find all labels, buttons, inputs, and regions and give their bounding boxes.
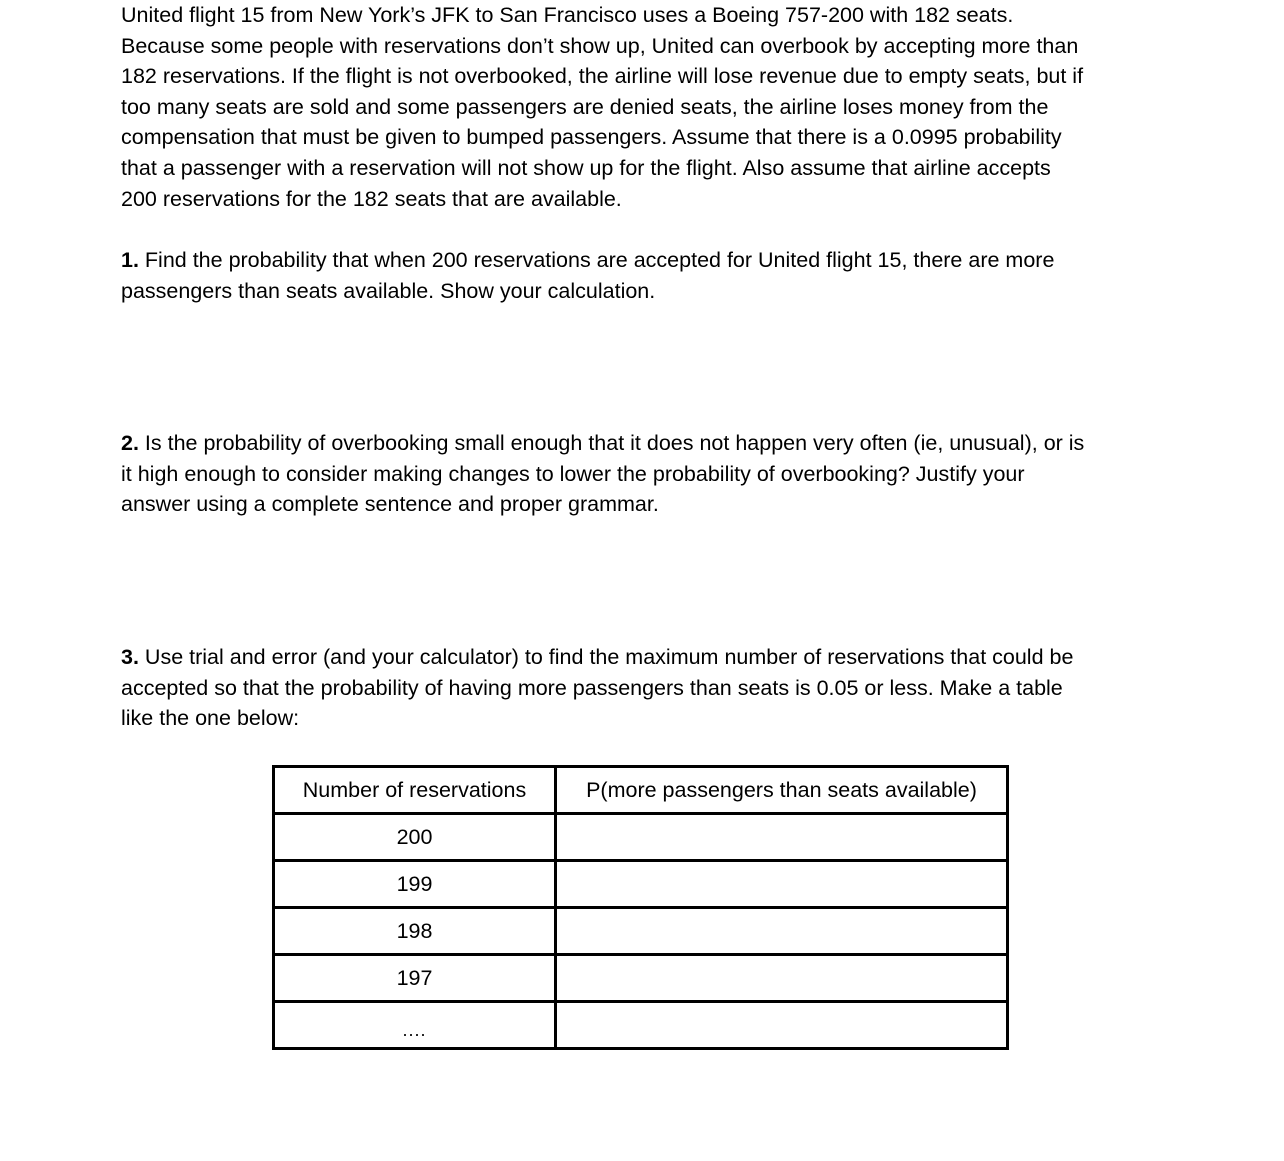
question-1 (121, 245, 1166, 306)
table-row (274, 908, 1008, 955)
question-2-line (121, 428, 1166, 459)
ellipsis: .... (402, 1019, 427, 1040)
table-row (274, 814, 1008, 861)
question-1-text: Find the probability that when 200 reservations are accepted for United flight 15, there are more (138, 248, 1055, 272)
intro-line: Because some people with reservations don’t show up, United can overbook by accepting more than (121, 33, 1079, 58)
table-row (274, 1002, 1008, 1049)
intro-line: compensation that must be given to bumped passengers. Assume that there is a 0.0995 probability (121, 125, 1062, 150)
probability-cell (556, 861, 1008, 908)
question-1-line (121, 245, 1166, 276)
reservations-cell: 197 (274, 955, 556, 1002)
table-header-row (274, 767, 1008, 814)
header-probability: P(more passengers than seats available) (556, 767, 1008, 814)
probability-cell (556, 1002, 1008, 1049)
header-number-of-reservations: Number of reservations (274, 767, 556, 814)
question-3-line: like the one below: (121, 706, 300, 731)
table-row (274, 861, 1008, 908)
reservations-table (272, 765, 1009, 1050)
intro-paragraph (121, 0, 1166, 214)
question-2-line: it high enough to consider making changes to lower the probability of overbooking? Justify your (121, 461, 1025, 486)
probability-cell (556, 955, 1008, 1002)
reservations-cell: 199 (274, 861, 556, 908)
question-2-number: 2. (121, 431, 139, 455)
intro-line: that a passenger with a reservation will not show up for the flight. Also assume that airline accepts (121, 155, 1051, 180)
question-2-text: Is the probability of overbooking small enough that it does not happen very often (ie, unusual), or is (138, 431, 1085, 455)
question-3-text: Use trial and error (and your calculator) to find the maximum number of reservations that could be (138, 645, 1074, 669)
question-1-number: 1. (121, 248, 139, 272)
reservations-cell: 198 (274, 908, 556, 955)
intro-line: too many seats are sold and some passengers are denied seats, the airline loses money from the (121, 94, 1049, 119)
question-3-line (121, 642, 1166, 673)
intro-line: 200 reservations for the 182 seats that are available. (121, 186, 622, 211)
question-3 (121, 642, 1166, 734)
reservations-cell (274, 1002, 556, 1049)
question-3-line: accepted so that the probability of having more passengers than seats is 0.05 or less. Make a table (121, 675, 1063, 700)
question-3-number: 3. (121, 645, 139, 669)
question-2-line: answer using a complete sentence and proper grammar. (121, 492, 659, 517)
intro-line: United flight 15 from New York’s JFK to San Francisco uses a Boeing 757-200 with 182 seats. (121, 3, 1014, 27)
question-2 (121, 428, 1166, 520)
probability-cell (556, 814, 1008, 861)
probability-cell (556, 908, 1008, 955)
table-row (274, 955, 1008, 1002)
reservations-cell: 200 (274, 814, 556, 861)
question-1-line: passengers than seats available. Show your calculation. (121, 278, 656, 303)
intro-line: 182 reservations. If the flight is not overbooked, the airline will lose revenue due to empty seats, but if (121, 64, 1084, 89)
